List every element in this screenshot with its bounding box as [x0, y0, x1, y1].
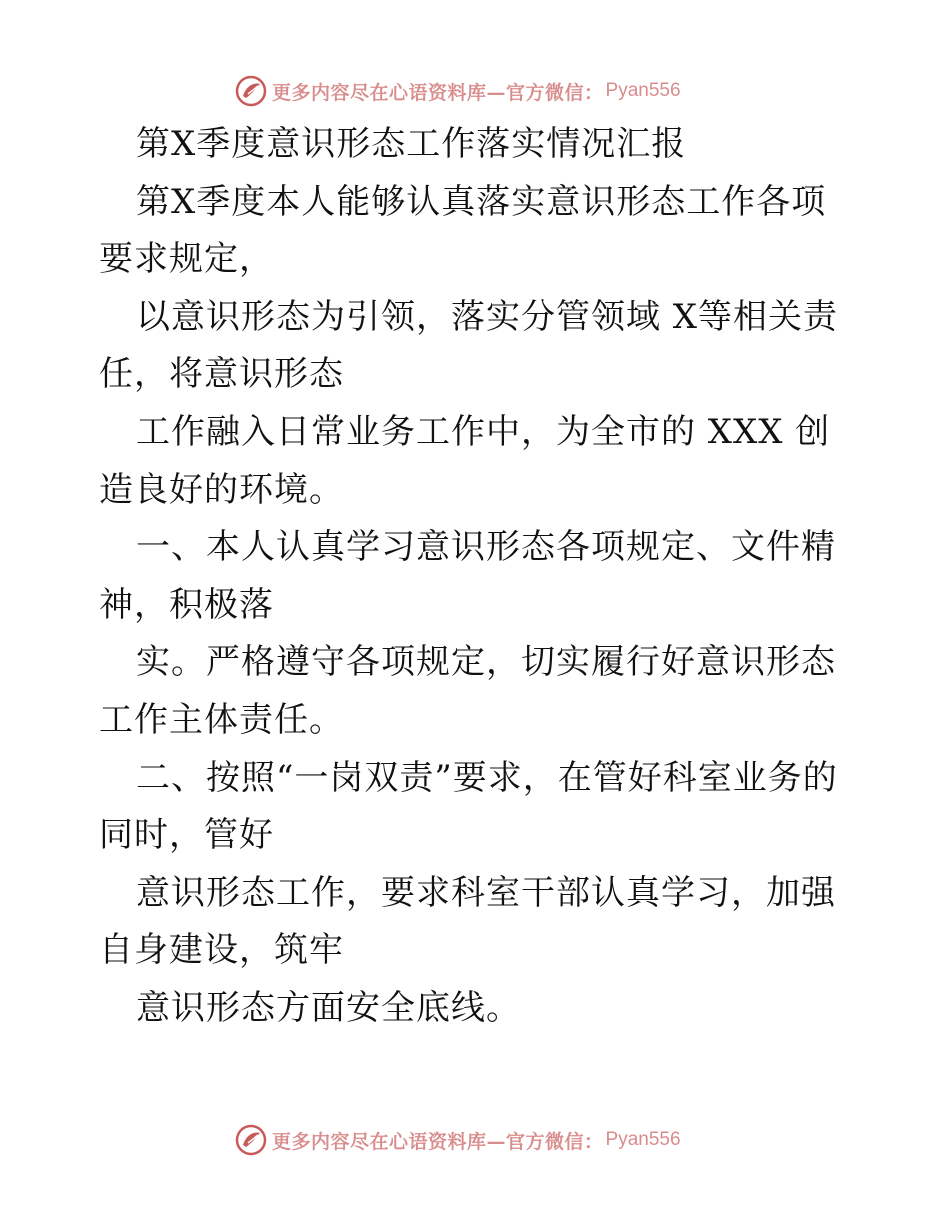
watermark-wechat-id: Pyan556 — [605, 80, 681, 101]
paragraph: 一、本人认真学习意识形态各项规定、文件精神，积极落 — [99, 527, 836, 625]
paragraph: 实。严格遵守各项规定，切实履行好意识形态工作主体责任。 — [99, 642, 836, 740]
footer-watermark — [234, 1122, 681, 1158]
paragraph: 以意识形态为引领，落实分管领域 X等相关责任，将意识形态 — [99, 296, 839, 395]
header-watermark — [234, 73, 681, 109]
seal-logo-icon — [234, 1123, 268, 1157]
document-title: 第X季度意识形态工作落实情况汇报 — [136, 124, 687, 164]
watermark-wechat-id: Pyan556 — [605, 1129, 681, 1150]
paragraph: 工作融入日常业务工作中，为全市的 XXX 创造良好的环境。 — [99, 411, 831, 510]
watermark-text: 更多内容尽在心语资料库—官方微信： — [272, 81, 604, 104]
watermark-text: 更多内容尽在心语资料库—官方微信： — [272, 1130, 604, 1153]
paragraph: 二、按照“一岗双责”要求，在管好科室业务的同时，管好 — [99, 757, 838, 856]
paragraph: 意识形态工作，要求科室干部认真学习，加强自身建设，筑牢 — [99, 872, 836, 971]
seal-logo-icon — [234, 74, 268, 108]
document-body — [99, 116, 859, 1038]
paragraph: 第X季度本人能够认真落实意识形态工作各项要求规定， — [99, 181, 827, 280]
paragraph: 意识形态方面安全底线。 — [136, 987, 521, 1028]
